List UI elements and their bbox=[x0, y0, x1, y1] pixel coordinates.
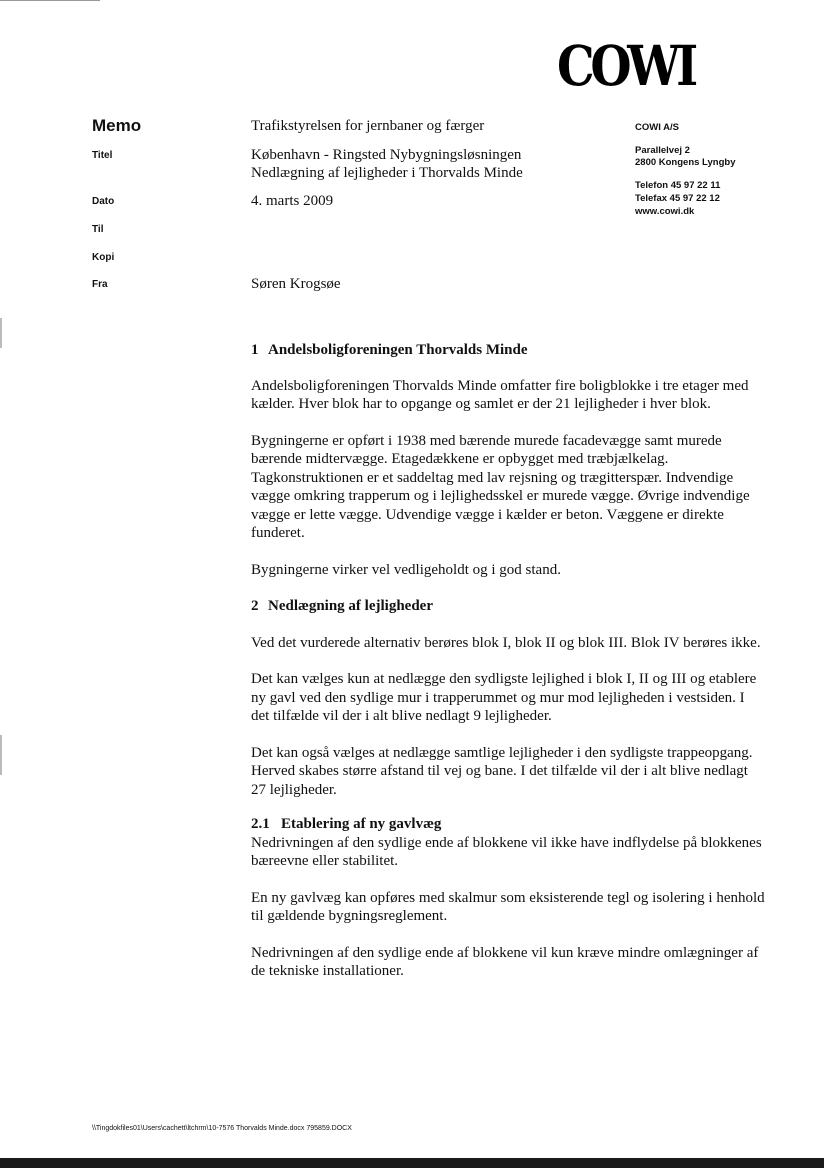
company-phone: Telefon 45 97 22 11 bbox=[635, 180, 721, 191]
memo-title-line2: Nedlægning af lejligheder i Thorvalds Minde bbox=[251, 165, 523, 181]
paragraph: Nedrivningen af den sydlige ende af blokkene vil ikke have indflydelse på blokkenes bæreevne eller stabilitet. bbox=[251, 834, 762, 869]
section-2-heading: 2 Nedlægning af lejligheder bbox=[251, 598, 433, 614]
company-name: COWI A/S bbox=[635, 122, 679, 133]
paragraph: Nedrivningen af den sydlige ende af blokkene vil kun kræve mindre omlægninger af de tekniske installationer. bbox=[251, 944, 759, 979]
footer-file-path: \\Tingdokfiles01\Users\cachett\ltchrm\10-7576 Thorvalds Minde.docx 795859.DOCX bbox=[92, 1125, 352, 1132]
company-address-street: Parallelvej 2 bbox=[635, 145, 690, 156]
margin-mark bbox=[0, 735, 2, 775]
paragraph: Andelsboligforeningen Thorvalds Minde omfatter fire boligblokke i tre etager med kælder. Hver blok har to opgange og samlet er der 21 lejligheder i hver blok. bbox=[251, 377, 749, 412]
section-2-1-heading: 2.1 Etablering af ny gavlvæg bbox=[251, 816, 442, 832]
label-titel: Titel bbox=[92, 150, 113, 161]
top-rule bbox=[0, 0, 100, 1]
memo-body bbox=[251, 341, 766, 981]
paragraph: Bygningerne virker vel vedligeholdt og i god stand. bbox=[251, 561, 561, 578]
company-fax: Telefax 45 97 22 12 bbox=[635, 193, 720, 204]
memo-title-line1: København - Ringsted Nybygningsløsningen bbox=[251, 147, 522, 163]
section-1-heading: 1 Andelsboligforeningen Thorvalds Minde bbox=[251, 342, 528, 358]
memo-recipient: Trafikstyrelsen for jernbaner og færger bbox=[251, 118, 485, 134]
paragraph: Ved det vurderede alternativ berøres blok I, blok II og blok III. Blok IV berøres ikke. bbox=[251, 634, 761, 651]
paragraph: En ny gavlvæg kan opføres med skalmur som eksisterende tegl og isolering i henhold til gældende bygningsreglement. bbox=[251, 889, 765, 924]
scan-edge-bar bbox=[0, 1158, 824, 1168]
label-til: Til bbox=[92, 224, 104, 235]
label-dato: Dato bbox=[92, 196, 115, 207]
paragraph: Bygningerne er opført i 1938 med bærende murede facadevægge samt murede bærende midtervægge. Etagedækkene er opbygget med træbjælkelag. Tagkonstruktionen er et saddeltag med lav rejsning og trægitterspær. Indvendige vægge omkring trapperum og i lejlighedsskel er murede vægge. Øvrige indvendige vægge er lette vægge. Udvendige vægge i kælder er beton. Væggene er direkte funderet. bbox=[251, 432, 750, 541]
company-website: www.cowi.dk bbox=[635, 206, 695, 217]
memo-sender: Søren Krogsøe bbox=[251, 276, 341, 292]
paragraph: Det kan vælges kun at nedlægge den sydligste lejlighed i blok I, II og III og etablere ny gavl ved den sydlige mur i trapperummet og mur mod lejligheden i vestsiden. I det tilfælde vil der i alt blive nedlagt 9 lejligheder. bbox=[251, 671, 757, 724]
company-address-city: 2800 Kongens Lyngby bbox=[635, 157, 736, 168]
paragraph: Det kan også vælges at nedlægge samtlige lejligheder i den sydligste trappeopgang. Herved skabes større afstand til vej og bane. I det tilfælde vil der i alt blive nedlagt 27 lejligheder. bbox=[251, 744, 753, 798]
margin-mark bbox=[0, 318, 2, 348]
cowi-logo: COWI bbox=[557, 33, 694, 98]
memo-heading: Memo bbox=[92, 116, 142, 135]
label-fra: Fra bbox=[92, 279, 108, 290]
label-kopi: Kopi bbox=[92, 252, 115, 263]
memo-date: 4. marts 2009 bbox=[251, 193, 334, 209]
